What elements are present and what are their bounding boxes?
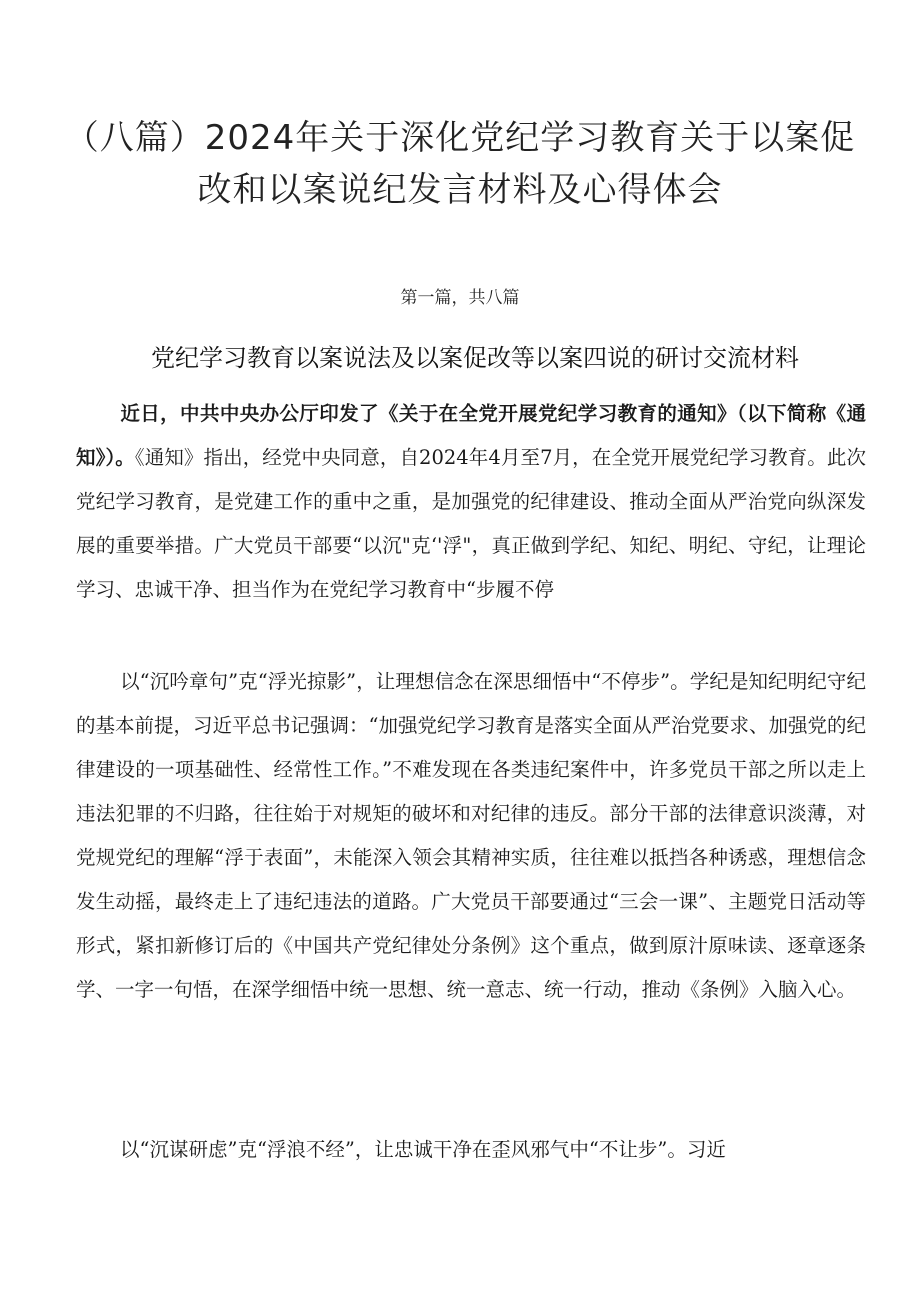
part-label: 第一篇，共八篇 xyxy=(400,288,520,308)
paragraph-2 xyxy=(76,660,866,1012)
paragraph-1-bold-lead: 近日，中共中央办公厅印发了《关于在全党开展党纪学习教育的通知》（以下简称《通知》）。 xyxy=(76,402,866,469)
paragraph-3-text: 以“沉谋研虑”克“浮浪不经”，让忠诚干净在歪风邪气中“不让步”。习近 xyxy=(120,1138,726,1161)
title-line-2: 改和以案说纪发言材料及心得体会 xyxy=(197,170,723,210)
paragraph-2-text: 以“沉吟章句”克“浮光掠影”，让理想信念在深思细悟中“不停步”。学纪是知纪明纪守纪的基本前提，习近平总书记强调：“加强党纪学习教育是落实全面从严治党要求、加强党的纪律建设的一项基础性、经常性工作。”不难发现在各类违纪案件中，许多党员干部之所以走上违法犯罪的不归路，往往始于对规矩的破坏和对纪律的违反。部分干部的法律意识淡薄，对党规党纪的理解“浮于表面”，未能深入领会其精神实质，往往难以抵挡各种诱惑，理想信念发生动摇，最终走上了违纪违法的道路。广大党员干部要通过“三会一课”、主题党日活动等形式，紧扣新修订后的《中国共产党纪律处分条例》这个重点，做到原汁原味读、逐章逐条学、一字一句悟，在深学细悟中统一思想、统一意志、统一行动，推动《条例》入脑入心。 xyxy=(76,670,866,1001)
paragraph-3 xyxy=(76,1128,866,1172)
document-title xyxy=(60,112,860,216)
paragraph-1 xyxy=(76,392,866,612)
section-title: 党纪学习教育以案说法及以案促改等以案四说的研讨交流材料 xyxy=(151,344,799,372)
paragraph-1-rest: 《通知》指出，经党中央同意，自2024年4月至7月，在全党开展党纪学习教育。此次党纪学习教育，是党建工作的重中之重，是加强党的纪律建设、推动全面从严治党向纵深发展的重要举措。广大党员干部要“以沉"克‘'浮"，真正做到学纪、知纪、明纪、守纪，让理论学习、忠诚干净、担当作为在党纪学习教育中“步履不停 xyxy=(76,446,866,601)
title-line-1: （八篇）2024年关于深化党纪学习教育关于以案促 xyxy=(64,118,856,158)
